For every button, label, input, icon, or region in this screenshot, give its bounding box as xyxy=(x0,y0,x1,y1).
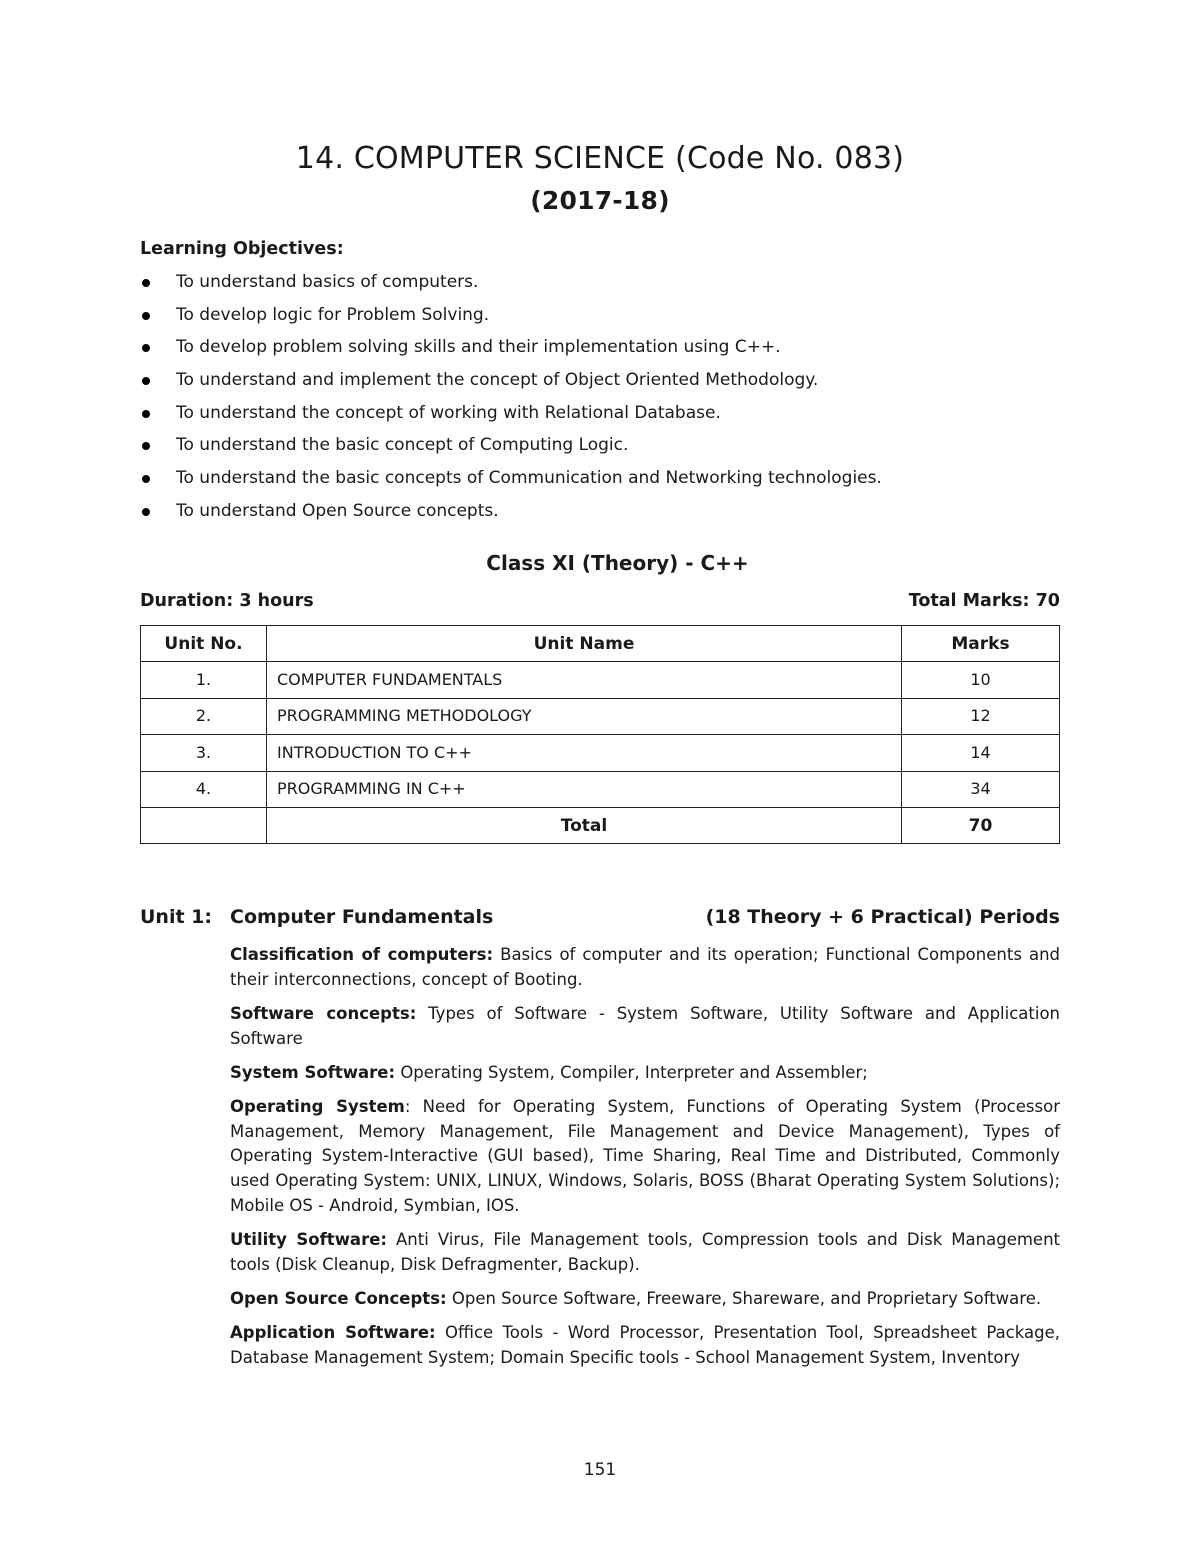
marks-cell: 34 xyxy=(902,771,1060,807)
topic-paragraph xyxy=(230,1002,1060,1051)
topic-paragraph xyxy=(230,1061,1060,1086)
document-session: (2017-18) xyxy=(530,186,670,215)
document-title: 14. COMPUTER SCIENCE (Code No. 083) xyxy=(295,141,905,176)
bullet-icon xyxy=(142,442,150,450)
total-label-cell: Total xyxy=(267,807,902,843)
topic-text: Operating System, Compiler, Interpreter and Assembler; xyxy=(395,1062,868,1082)
list-item: To understand Open Source concepts. xyxy=(140,497,1070,530)
unit-name-cell: PROGRAMMING IN C++ xyxy=(267,771,902,807)
empty-cell xyxy=(141,807,267,843)
table-total-row xyxy=(141,807,1060,843)
topic-paragraph xyxy=(230,1321,1060,1370)
table-row xyxy=(141,735,1060,771)
bullet-icon xyxy=(142,279,150,287)
topic-paragraph xyxy=(230,1228,1060,1277)
bullet-icon xyxy=(142,508,150,516)
table-row xyxy=(141,698,1060,734)
unit-no-cell: 2. xyxy=(141,698,267,734)
duration-label: Duration: 3 hours xyxy=(140,591,314,611)
topic-paragraph xyxy=(230,1287,1060,1312)
topic-text: Basics of computer and its operation; Functional Components and their interconnections, concept of Booting. xyxy=(230,945,1060,989)
unit-content xyxy=(230,943,1060,1380)
bullet-icon xyxy=(142,344,150,352)
header-marks: Marks xyxy=(902,626,1060,662)
table-row xyxy=(141,662,1060,698)
bullet-icon xyxy=(142,377,150,385)
exam-info-row xyxy=(140,588,1060,614)
topic-paragraph xyxy=(230,943,1060,992)
list-item: To develop logic for Problem Solving. xyxy=(140,301,1070,334)
unit-periods: (18 Theory + 6 Practical) Periods xyxy=(705,906,1060,928)
topic-text: Office Tools - Word Processor, Presentation Tool, Spreadsheet Package, Database Management System; Domain Specific tools - School Management System, Inventory xyxy=(230,1323,1060,1367)
class-heading: Class XI (Theory) - C++ xyxy=(486,551,749,575)
bullet-icon xyxy=(142,312,150,320)
topic-text: Open Source Software, Freeware, Shareware, and Proprietary Software. xyxy=(446,1288,1042,1308)
topic-heading: Operating System xyxy=(230,1097,405,1117)
unit-label: Unit 1: xyxy=(140,906,212,928)
total-marks-label: Total Marks: 70 xyxy=(908,591,1060,611)
bullet-icon xyxy=(142,475,150,483)
marks-cell: 12 xyxy=(902,698,1060,734)
topic-text: Anti Virus, File Management tools, Compression tools and Disk Management tools (Disk Cleanup, Disk Defragmenter, Backup). xyxy=(230,1230,1060,1274)
list-item: To understand the basic concept of Computing Logic. xyxy=(140,431,1070,464)
topic-text: : Need for Operating System, Functions of Operating System (Processor Management, Memory Management, File Management and Device Management), Types of Operating System-Interactive (GUI based), Time Sharing, Real Time and Distributed, Commonly used Operating System: UNIX, LINUX, Windows, Solaris, BOSS (Bharat Operating System Solutions); Mobile OS - Android, Symbian, IOS. xyxy=(230,1097,1060,1215)
page-number: 151 xyxy=(583,1460,617,1480)
unit-heading xyxy=(140,903,1060,931)
marks-table xyxy=(140,625,1060,844)
topic-text: Types of Software - System Software, Utility Software and Application Software xyxy=(230,1003,1060,1048)
table-row xyxy=(141,771,1060,807)
topic-heading: Open Source Concepts: xyxy=(230,1288,447,1308)
bullet-icon xyxy=(142,410,150,418)
unit-no-cell: 4. xyxy=(141,771,267,807)
table-header-row xyxy=(141,626,1060,662)
topic-heading: Application Software: xyxy=(230,1323,436,1343)
list-item: To understand basics of computers. xyxy=(140,268,1070,301)
list-item: To develop problem solving skills and their implementation using C++. xyxy=(140,333,1070,366)
topic-heading: Classification of computers: xyxy=(230,945,494,964)
unit-name: Computer Fundamentals xyxy=(230,906,494,928)
header-unit-name: Unit Name xyxy=(267,626,902,662)
list-item: To understand the basic concepts of Communication and Networking technologies. xyxy=(140,464,1070,497)
list-item: To understand and implement the concept of Object Oriented Methodology. xyxy=(140,366,1070,399)
topic-heading: Utility Software: xyxy=(230,1230,387,1250)
topic-heading: Software concepts: xyxy=(230,1003,417,1023)
list-item: To understand the concept of working with Relational Database. xyxy=(140,399,1070,432)
unit-name-cell: INTRODUCTION TO C++ xyxy=(267,735,902,771)
learning-objectives-heading: Learning Objectives: xyxy=(140,239,344,259)
header-unit-no: Unit No. xyxy=(141,626,267,662)
unit-no-cell: 3. xyxy=(141,735,267,771)
topic-paragraph xyxy=(230,1095,1060,1219)
total-marks-cell: 70 xyxy=(902,807,1060,843)
learning-objectives-list xyxy=(140,268,1070,530)
marks-cell: 14 xyxy=(902,735,1060,771)
topic-heading: System Software: xyxy=(230,1062,396,1082)
unit-name-cell: COMPUTER FUNDAMENTALS xyxy=(267,662,902,698)
unit-name-cell: PROGRAMMING METHODOLOGY xyxy=(267,698,902,734)
marks-cell: 10 xyxy=(902,662,1060,698)
unit-no-cell: 1. xyxy=(141,662,267,698)
